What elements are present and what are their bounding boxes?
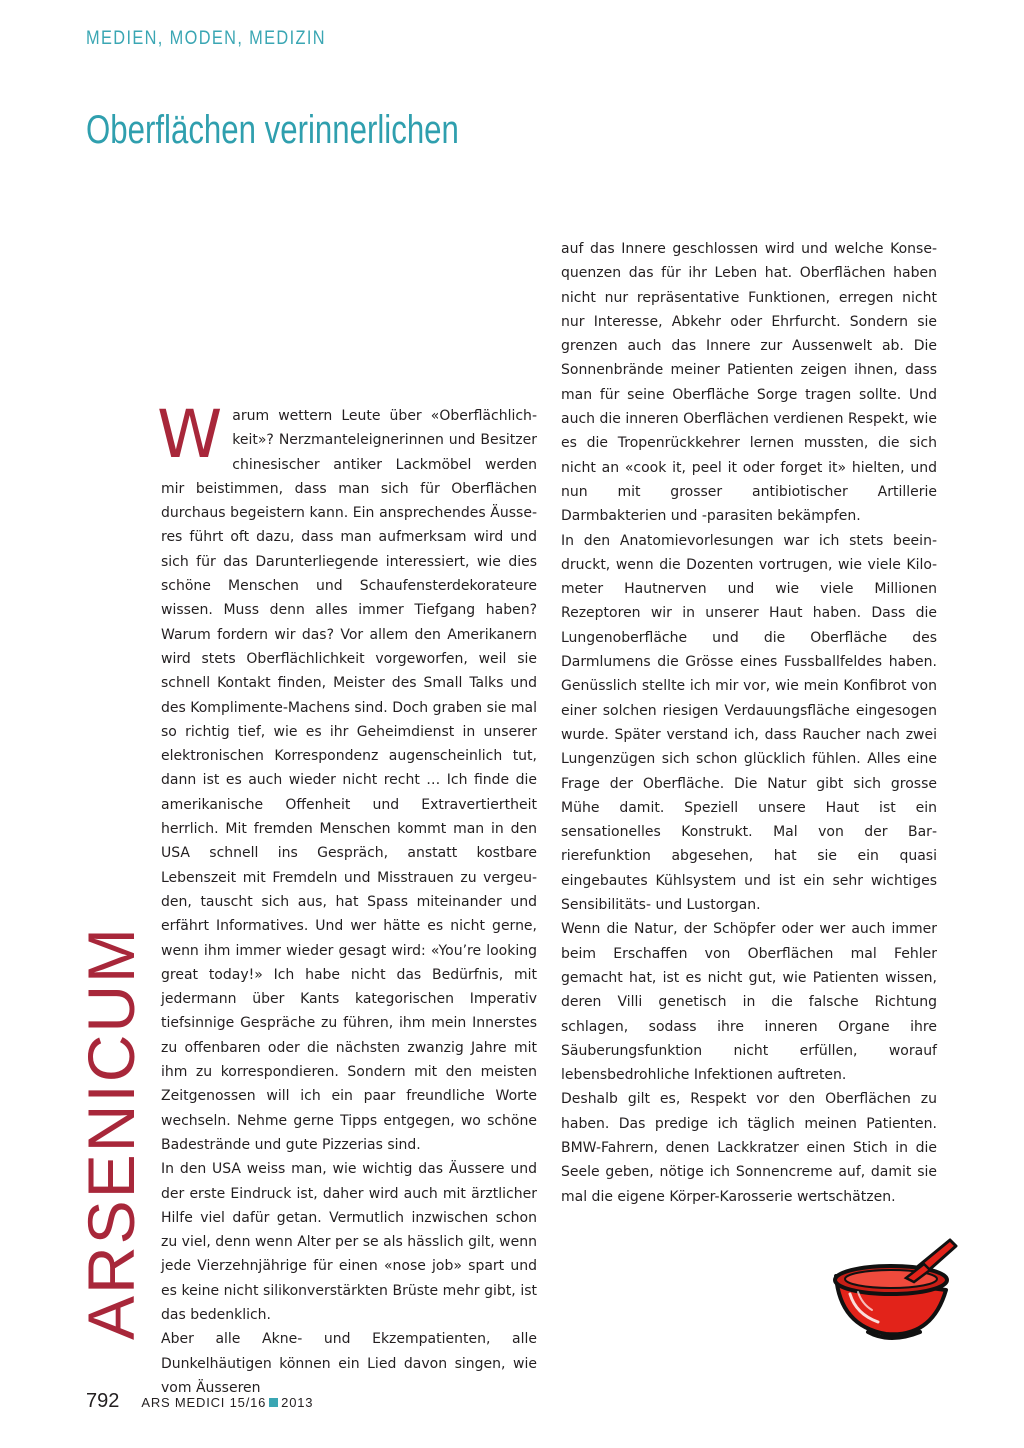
article-column-left xyxy=(157,396,537,1400)
drop-cap: W xyxy=(157,396,223,473)
journal-name: ARS MEDICI 15/16 xyxy=(141,1395,267,1410)
paragraph: In den Anatomievorlesungen war ich stets beeindruckt, wenn die Dozenten vortrugen, wie viele Kilometer Hautnerven und wie viele Millionen Rezeptoren wir in unserer Haut haben. Dass die Lungenoberfläche und die Oberfläche des Darmlumens die Grösse eines Fussballfeldes haben. Genüsslich stellte ich mir vor, wie mein Konfibrot von einer solchen riesigen Verdauungsfläche eingesogen wurde. Später verstand ich, dass Raucher nach zwei Lungenzügen sich schon glücklich fühlen. Alles eine Frage der Oberfläche. Die Natur gibt sich grosse Mühe damit. Speziell unsere Haut ist ein sensationelles Konstrukt. Mal von der Barrierefunktion abgesehen, hat sie ein quasi eingebautes Kühlsystem und ist ein sehr wichtiges Sensibilitäts- und Lustorgan. xyxy=(561,532,937,914)
page-number: 792 xyxy=(86,1390,120,1412)
paragraph: Deshalb gilt es, Respekt vor den Oberflächen zu haben. Das predige ich täglich meinen Patienten. BMW-Fahrern, denen Lackkratzer einen Stich in die Seele geben, nötige ich Sonnencreme auf, damit sie mal die eigene Körper-Karosserie wertschätzen. xyxy=(561,1091,937,1205)
journal-year: 2013 xyxy=(281,1395,314,1410)
separator-square-icon xyxy=(269,1398,278,1407)
paragraph: Aber alle Akne- und Ekzempatienten, alle Dunkelhäutigen können ein Lied davon singen, wie vom Äusseren xyxy=(161,1331,537,1396)
paragraph: auf das Innere geschlossen wird und welche Konsequenzen das für ihr Leben hat. Oberflächen haben nicht nur repräsentative Funktionen, erregen nicht nur Interesse, Abkehr oder Ehrfurcht. Sondern sie grenzen auch das Innere zur Aussenwelt ab. Die Sonnenbrände meiner Patienten zeigen ihnen, dass man für seine Oberfläche Sorge tragen sollte. Und auch die inneren Oberflächen verdienen Respekt, wie es die Tropenrückkehrer lernen mussten, die sich nicht an «cook it, peel it oder forget it» hielten, und nun mit grosser antibiotischer Artillerie Darmbakterien und -parasiten bekämpfen. xyxy=(561,241,937,525)
article-title: Oberflächen verinnerlichen xyxy=(86,108,459,152)
mortar-and-pestle-icon xyxy=(828,1234,960,1346)
article-column-right xyxy=(561,237,937,1209)
column-label-vertical: ARSENICUM xyxy=(74,925,148,1340)
section-heading: MEDIEN, MODEN, MEDIZIN xyxy=(86,28,326,49)
paragraph: In den USA weiss man, wie wichtig das Äussere und der erste Eindruck ist, daher wird auch mit ärztlicher Hilfe viel dafür getan. Vermutlich inzwischen schon zu viel, denn wenn Alter per se als hässlich gilt, wenn jede Vierzehnjährige für einen «nose job» spart und es keine nicht silikonverstärkten Brüste mehr gibt, ist das bedenklich. xyxy=(161,1161,537,1323)
paragraph: Wenn die Natur, der Schöpfer oder wer auch immer beim Erschaffen von Oberflächen mal Fehler gemacht hat, ist es nicht gut, wie Patienten wissen, deren Villi genetisch in die falsche Richtung schlagen, sodass ihre inneren Organe ihre Säuberungsfunktion nicht erfüllen, worauf lebensbedrohliche Infektionen auftreten. xyxy=(561,921,937,1084)
page-footer xyxy=(86,1390,313,1413)
paragraph: arum wettern Leute über «Oberflächlichkeit»? Nerzmanteleignerinnen und Besitzer chinesischer antiker Lackmöbel werden mir beistimmen, dass man sich für Oberflächen durchaus begeistern kann. Ein ansprechendes Äusseres führt oft dazu, dass man aufmerksam wird und sich für das Darunterliegende interessiert, wie dies schöne Menschen und Schaufensterdekorateure wissen. Muss denn alles immer Tiefgang haben? Warum fordern wir das? Vor allem den Amerikanern wird stets Oberflächlichkeit vorgeworfen, weil sie schnell Kontakt finden, Meister des Small Talks und des Komplimente-Machens sind. Doch graben sie mal so richtig tief, wie es ihr Geheimdienst in unserer elektronischen Korrespondenz augenscheinlich tut, dann ist es auch wieder nicht recht … Ich finde die amerikanische Offenheit und Extravertiertheit herrlich. Mit fremden Menschen kommt man in den USA schnell ins Gespräch, anstatt kostbare Lebenszeit mit Fremdeln und Misstrauen zu vergeuden, tauscht sich aus, hat Spass miteinander und erfährt Informatives. Und wer hätte es nicht gerne, wenn ihm immer wieder gesagt wird: «You’re looking great today!» Ich habe nicht das Bedürfnis, mit jedermann über Kants kategorischen Imperativ tiefsinnige Gespräche zu führen, ihm mein Innerstes zu offenbaren oder die nächsten zwanzig Jahre mit ihm zu korrespondieren. Sondern mit den meisten Zeitgenossen will ich ein paar freundliche Worte wechseln. Nehme gerne Tipps entgegen, wo schöne Badestrände und gute Pizzerias sind. xyxy=(161,408,537,1153)
